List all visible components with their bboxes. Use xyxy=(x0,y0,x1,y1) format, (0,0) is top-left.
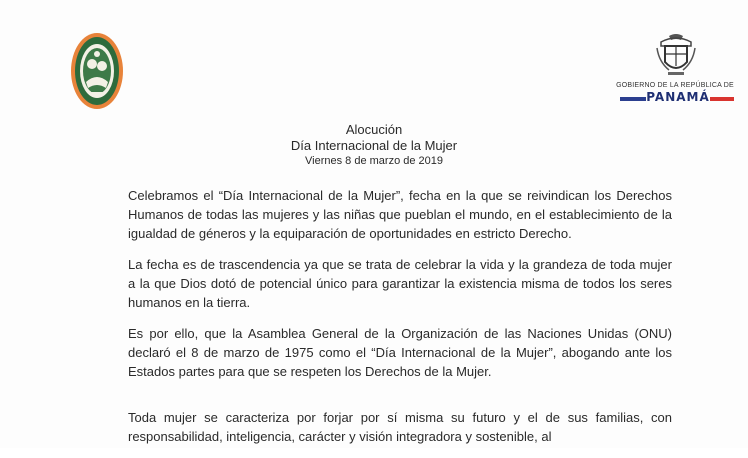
heading-allocution: Alocución xyxy=(345,122,403,137)
government-line: GOBIERNO DE LA REPÚBLICA DE xyxy=(616,82,734,89)
paragraph: Celebramos el “Día Internacional de la Mujer”, fecha en la que se reivindican los Derechos Humanos de todas las mujeres y las niñas que pueblan el mundo, en el establecimiento de la igualdad de géneros y la equiparación de oportunidades en estricto Derecho. xyxy=(128,188,672,241)
panama-coat-of-arms-icon xyxy=(655,32,697,78)
government-logo xyxy=(612,32,738,110)
institution-seal-icon xyxy=(70,32,124,110)
paragraph: Toda mujer se caracteriza por forjar por sí misma su futuro y el de sus familias, con responsabilidad, inteligencia, carácter y visión integradora y sostenible, al xyxy=(128,410,672,444)
document-heading xyxy=(0,122,748,169)
flag-stripe-red xyxy=(710,97,734,101)
paragraph: La fecha es de trascendencia ya que se trata de celebrar la vida y la grandeza de toda mujer a la que Dios dotó de potencial único para garantizar la existencia misma de todos los seres humanos en la tierra. xyxy=(128,257,672,310)
heading-date: Viernes 8 de marzo de 2019 xyxy=(305,155,443,167)
paragraph: Es por ello, que la Asamblea General de la Organización de las Naciones Unidas (ONU) declaró el 8 de marzo de 1975 como el “Día Internacional de la Mujer”, abogando ante los Estados partes para que se respeten los Derechos de la Mujer. xyxy=(128,326,672,379)
country-name-row xyxy=(612,90,738,106)
document-body xyxy=(128,186,672,458)
flag-stripe-blue xyxy=(620,97,646,101)
country-name: PANAMÁ xyxy=(646,90,710,104)
heading-title: Día Internacional de la Mujer xyxy=(290,138,458,153)
